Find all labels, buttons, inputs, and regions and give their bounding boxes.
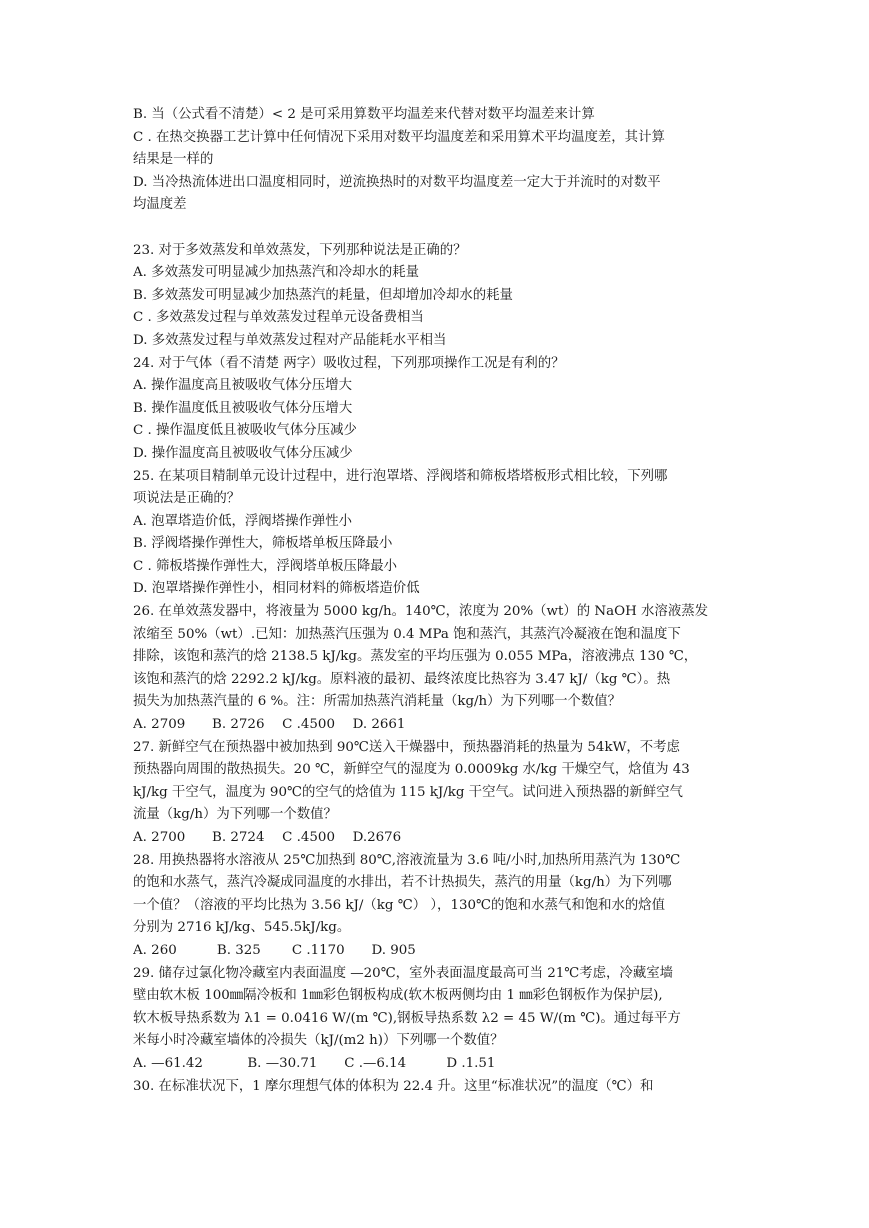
question-24: 24. 对于气体（看不清楚 两字）吸收过程，下列那项操作工况是有利的？	[133, 355, 565, 371]
text-line: B. 操作温度低且被吸收气体分压增大	[133, 400, 353, 416]
answer-options: A. 260 B. 325 C .1170 D. 905	[133, 942, 416, 958]
text-line: D. 当冷热流体进出口温度相同时，逆流换热时的对数平均温度差一定大于并流时的对数平	[133, 174, 661, 190]
question-23: 23. 对于多效蒸发和单效蒸发，下列那种说法是正确的？	[133, 242, 467, 258]
text-line: A. 操作温度高且被吸收气体分压增大	[133, 378, 353, 394]
question-28: 28. 用换热器将水溶液从 25℃加热到 80℃,溶液流量为 3.6 吨/小时,加热所用蒸汽为 130℃	[133, 852, 681, 868]
question-26: 26. 在单效蒸发器中，将液量为 5000 kg/h。140℃，浓度为 20%（wt）的 NaOH 水溶液蒸发	[133, 604, 708, 620]
text-line: 的饱和水蒸气，蒸汽冷凝成同温度的水排出，若不计热损失，蒸汽的用量（kg/h）为下列哪	[133, 875, 672, 891]
question-27: 27. 新鲜空气在预热器中被加热到 90℃送入干燥器中，预热器消耗的热量为 54kW，不考虑	[133, 739, 680, 755]
text-line: C . 筛板塔操作弹性大，浮阀塔单板压降最小	[133, 558, 398, 574]
text-line: 一个值？（溶液的平均比热为 3.56 kJ/（kg ℃） ），130℃的饱和水蒸气和饱和水的焓值	[133, 897, 666, 913]
text-line: 分别为 2716 kJ/kg、545.5kJ/kg。	[133, 920, 351, 936]
text-line: 项说法是正确的？	[133, 491, 241, 507]
text-line: D. 多效蒸发过程与单效蒸发过程对产品能耗水平相当	[133, 332, 447, 348]
answer-options: A. 2709 B. 2726 C .4500 D. 2661	[133, 717, 406, 733]
text-line: D. 操作温度高且被吸收气体分压减少	[133, 445, 353, 461]
text-line: 预热器向周围的散热损失。20 ℃，新鲜空气的湿度为 0.0009kg 水/kg 干燥空气，焓值为 43	[133, 762, 690, 778]
question-29: 29. 储存过氯化物冷藏室内表面温度 —20℃，室外表面温度最高可当 21℃考虑，冷藏室墙	[133, 965, 673, 981]
text-line: C . 在热交换器工艺计算中任何情况下采用对数平均温度差和采用算术平均温度差，其计算	[133, 129, 665, 145]
answer-options: A. 2700 B. 2724 C .4500 D.2676	[133, 830, 402, 845]
text-line: 排除，该饱和蒸汽的焓 2138.5 kJ/kg。蒸发室的平均压强为 0.055 MPa，溶液沸点 130 ℃，	[133, 649, 698, 665]
text-line: 结果是一样的	[133, 152, 214, 168]
text-line: 壁由软木板 100㎜隔冷板和 1㎜彩色钢板构成(软木板两侧均由 1 ㎜彩色钢板作为保护层),	[133, 988, 663, 1004]
question-25: 25. 在某项目精制单元设计过程中，进行泡罩塔、浮阀塔和筛板塔塔板形式相比较，下列哪	[133, 468, 668, 484]
text-line: D. 泡罩塔操作弹性小，相同材料的筛板塔造价低	[133, 581, 420, 597]
blank-line	[133, 217, 743, 240]
question-30: 30. 在标准状况下，1 摩尔理想气体的体积为 22.4 升。这里“标准状况”的温度（℃）和	[133, 1078, 654, 1094]
text-line: 米每小时冷藏室墙体的冷损失（kJ/(m2 h)）下列哪一个数值？	[133, 1033, 504, 1049]
text-line: 流量（kg/h）为下列哪一个数值？	[133, 807, 337, 823]
document-body	[133, 104, 743, 1098]
text-line: kJ/kg 干空气，温度为 90℃的空气的焓值为 115 kJ/kg 干空气。试问进入预热器的新鲜空气	[133, 784, 683, 800]
text-line: 浓缩至 50%（wt）.已知：加热蒸汽压强为 0.4 MPa 饱和蒸汽，其蒸汽冷凝液在饱和温度下	[133, 626, 681, 642]
text-line: 软木板导热系数为 λ1 = 0.0416 W/(m ℃),钢板导热系数 λ2 = 45 W/(m ℃)。通过每平方	[133, 1010, 681, 1026]
text-line: 均温度差	[133, 197, 187, 213]
answer-options: A. —61.42 B. —30.71 C .—6.14 D .1.51	[133, 1055, 496, 1071]
text-line: B. 当（公式看不清楚）< 2 是可采用算数平均温差来代替对数平均温差来计算	[133, 107, 595, 122]
text-line: A. 泡罩塔造价低，浮阀塔操作弹性小	[133, 513, 353, 529]
text-line: B. 多效蒸发可明显减少加热蒸汽的耗量，但却增加冷却水的耗量	[133, 287, 513, 303]
text-line: C . 操作温度低且被吸收气体分压减少	[133, 423, 357, 439]
text-line: 损失为加热蒸汽量的 6 %。注：所需加热蒸汽消耗量（kg/h）为下列哪一个数值？	[133, 694, 622, 710]
text-line: C . 多效蒸发过程与单效蒸发过程单元设备费相当	[133, 310, 424, 326]
text-line: A. 多效蒸发可明显减少加热蒸汽和冷却水的耗量	[133, 265, 419, 281]
text-line: B. 浮阀塔操作弹性大，筛板塔单板压降最小	[133, 536, 393, 552]
text-line: 该饱和蒸汽的焓 2292.2 kJ/kg。原料液的最初、最终浓度比热容为 3.47 kJ/（kg ℃）。热	[133, 671, 671, 687]
